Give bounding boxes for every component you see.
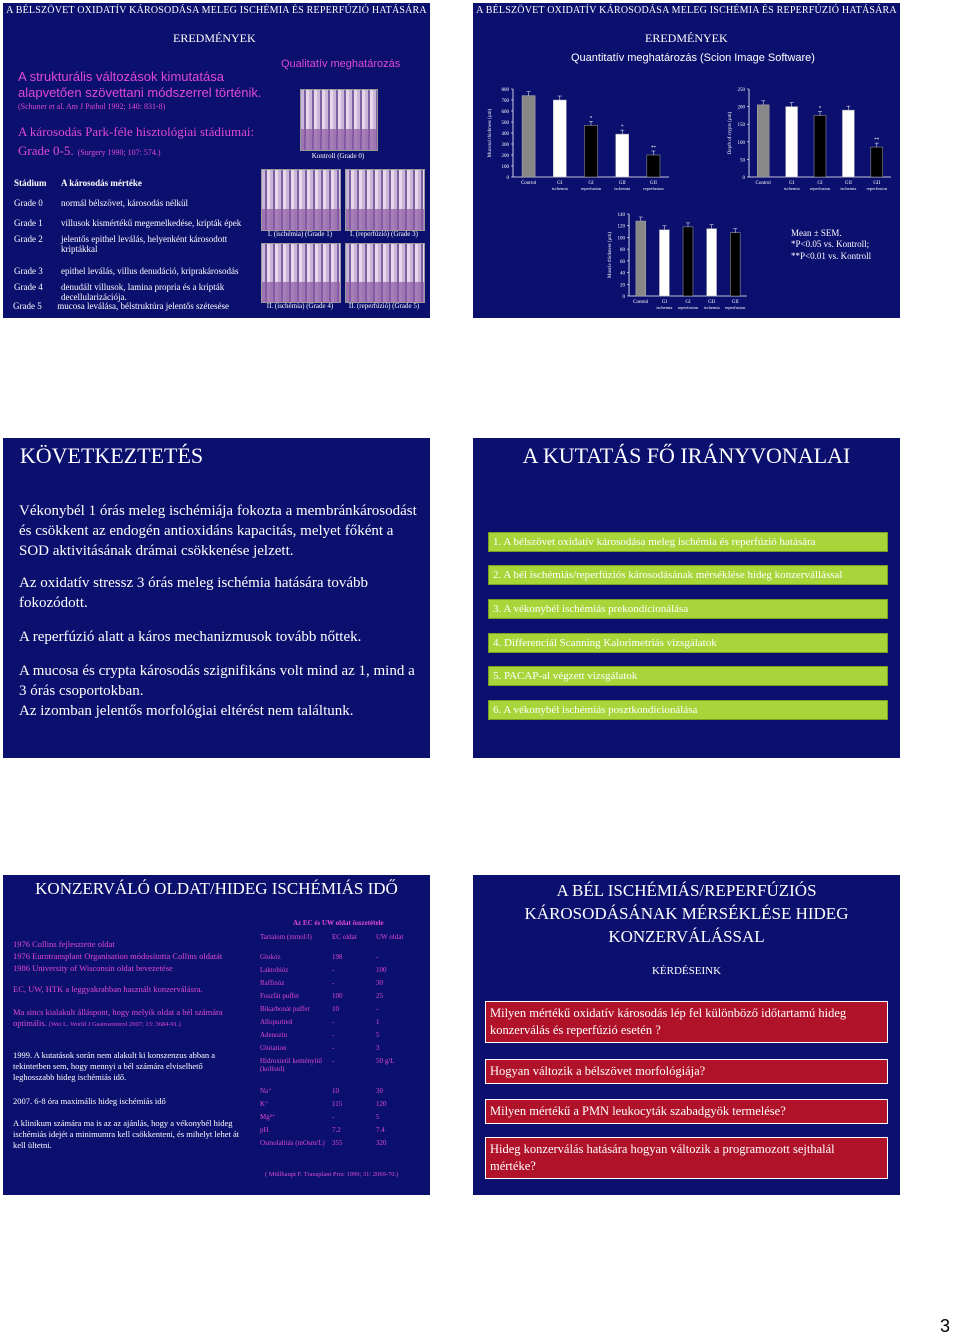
composition-reference: ( Müllhaupt F. Transplant Proc 1999; 31: 2069-70.) <box>265 1171 399 1178</box>
y-axis-label: Mucosal thickness (µm) <box>488 108 493 158</box>
x-tick-sublabel: ischemia <box>656 305 673 310</box>
y-tick-label: 200 <box>737 105 745 111</box>
slide-title: KÖVETKEZTETÉS <box>19 443 204 468</box>
grade-row <box>13 193 258 213</box>
col-uw: UW oldat <box>376 933 404 941</box>
history-1976-eurotransplant: 1976 Eurotransplant Organisation módosította Collins oldatát <box>13 951 223 961</box>
uw-value: 120 <box>376 1100 387 1108</box>
qualitative-title: Qualitatív meghatározás <box>281 58 401 70</box>
significance-marker: * <box>620 125 624 131</box>
grade-stage: Grade 2 <box>14 234 43 244</box>
bar <box>683 227 693 296</box>
x-tick-label: GII <box>844 181 852 186</box>
x-tick-label: GI <box>588 181 594 186</box>
uw-value: 320 <box>376 1139 387 1147</box>
direction-item: 5. PACAP-al végzett vizsgálatok <box>488 666 888 686</box>
component-name: Glutation <box>260 1044 287 1052</box>
x-tick-label: Control <box>520 181 537 186</box>
col-content: Tartalom (mmol/l) <box>260 933 312 941</box>
conclusion-paragraph: Vékonybél 1 órás meleg ischémiája fokozta a membránkárosodást és csökkent az endogén antioxidáns kapacitás, melyet főként a SOD aktivitásának drámai csökkenése jelzett. <box>19 503 417 559</box>
y-axis-label: Depth of crypts (µm) <box>728 111 733 155</box>
chart-muscle-thickness <box>605 206 753 318</box>
slide-subheader: EREDMÉNYEK <box>173 31 256 45</box>
grade-desc: normál bélszövet, károsodás nélkül <box>61 198 188 208</box>
composition-row <box>260 979 420 992</box>
uw-value: 30 <box>376 979 383 987</box>
slide-subtitle: KÉRDÉSEINK <box>651 965 722 977</box>
grade-5-row <box>13 301 229 311</box>
component-name: Hidroxietil keményítő (kolloid) <box>260 1057 323 1073</box>
component-name: Laktobióz <box>260 966 289 974</box>
bar <box>707 229 717 296</box>
no-consensus-text: Ma sincs kialakult álláspont, hogy melyik oldat a bél számára optimális. <box>13 1007 223 1029</box>
histology-image-gi-reperfusion <box>345 169 425 231</box>
chart-mucosal-thickness <box>485 81 675 199</box>
x-tick-label: GI <box>685 300 691 305</box>
x-tick-label: GI <box>661 300 668 305</box>
composition-row <box>260 1044 420 1057</box>
slide-research-directions <box>473 438 900 758</box>
intro-line-1: A strukturális változások kimutatása <box>18 69 224 84</box>
x-tick-label: GII <box>708 300 716 305</box>
y-tick-label: 150 <box>737 123 745 129</box>
composition-row <box>260 1018 420 1031</box>
no-consensus-solution <box>13 1007 258 1029</box>
histology-image-control <box>300 89 378 151</box>
ec-value: - <box>332 1018 335 1026</box>
conclusion-paragraph: A reperfúzió alatt a káros mechanizmusok tovább nőttek. <box>19 629 362 645</box>
legend-mean-sem: Mean ± SEM. <box>791 228 842 238</box>
grade-desc: villusok kismértékű megemelkedése, kripták épek <box>61 218 242 228</box>
composition-row <box>260 953 420 966</box>
bar <box>522 96 535 177</box>
x-tick-label: GI <box>557 181 563 186</box>
component-name: Na⁺ <box>260 1087 272 1095</box>
component-name: Glukóz <box>260 953 281 961</box>
ec-value: - <box>332 1031 335 1039</box>
conclusion-paragraph: Az oxidatív stressz 3 órás meleg ischémia hatására tovább fokozódott. <box>19 575 369 611</box>
quantitative-title: Quantitatív meghatározás (Scion Image Software) <box>571 52 815 64</box>
history-1999: 1999. A kutatások során nem alakult ki konszenzus abban a tekintetben sem, hogy mennyi a bél számára elviselhető leghosszabb hideg ischémiás idő. <box>13 1050 216 1083</box>
x-tick-label: GII <box>873 181 881 186</box>
x-tick-sublabel: reperfusion <box>580 186 602 191</box>
uw-value: 30 <box>376 1087 383 1095</box>
histology-image-gi-ischemia <box>261 169 341 231</box>
x-tick-sublabel: reperfusion <box>866 186 888 191</box>
chart-crypt-depth <box>725 81 897 199</box>
uw-value: - <box>376 1005 379 1013</box>
component-name: Adenozin <box>260 1031 288 1039</box>
direction-item: 2. A bél ischémiás/reperfúziós károsodásának mérséklése hideg konzervállással <box>488 565 888 585</box>
direction-item: 3. A vékonybél ischémiás prekondícionálása <box>488 599 888 619</box>
ec-value: 10 <box>332 1005 339 1013</box>
y-tick-label: 600 <box>501 110 509 115</box>
uw-value: 25 <box>376 992 383 1000</box>
caption-gi-ischemia: I. (ischémia) (Grade 1) <box>267 230 333 238</box>
composition-row <box>260 1113 420 1126</box>
component-name: K⁺ <box>260 1100 269 1108</box>
history-1986-wisconsin: 1986 University of Wisconsin oldat bevezetése <box>13 963 173 973</box>
park-reference: (Surgery 1990; 107: 574.) <box>77 148 161 157</box>
x-tick-label: GI <box>817 181 823 186</box>
bar <box>636 221 646 296</box>
ec-value: 10 <box>332 1087 339 1095</box>
ec-value: 198 <box>332 953 343 961</box>
bar <box>814 115 826 177</box>
x-tick-label: GI <box>788 181 795 186</box>
direction-item: 6. A vékonybél ischémiás posztkondícionálása <box>488 700 888 720</box>
y-tick-label: 140 <box>617 213 625 218</box>
composition-table-title: Az EC és UW oldat összetétele <box>293 919 384 927</box>
grade-stage: Grade 1 <box>14 218 43 228</box>
y-tick-label: 250 <box>737 88 745 93</box>
y-axis-label: Muscle thickness (µm) <box>608 232 613 278</box>
composition-header <box>260 933 420 953</box>
component-name: Bikarbonát puffer <box>260 1005 310 1013</box>
caption-gii-ischemia: II. (ischémia) (Grade 4) <box>266 302 334 310</box>
grade-col-desc: A károsodás mértéke <box>61 178 142 188</box>
y-tick-label: 700 <box>501 99 509 104</box>
intro-line-2: alapvetően szövettani módszerrel történik. <box>18 85 262 100</box>
slide-conclusion <box>3 438 430 758</box>
bar <box>842 110 854 177</box>
y-tick-label: 80 <box>620 248 625 254</box>
clinical-recommendation: A klinikum számára ma is az az ajánlás, hogy a vékonybél hideg ischémiás idejét a minimumra kell csökkenteni, és mihelyt lehet át kell ültetni. <box>13 1118 240 1151</box>
composition-row <box>260 1139 420 1159</box>
slide-preservation-solution <box>3 875 430 1195</box>
uw-value: 100 <box>376 966 387 974</box>
y-tick-label: 100 <box>617 236 625 242</box>
y-tick-label: 20 <box>620 283 625 289</box>
x-tick-label: Control <box>755 181 771 186</box>
y-tick-label: 500 <box>501 121 509 126</box>
conclusion-paragraph: Az izomban jelentős morfológiai eltérést nem találtunk. <box>19 703 354 719</box>
direction-item: 1. A bélszövet oxidatív károsodása meleg ischémia és reperfúzió hatására <box>488 532 888 552</box>
composition-row <box>260 1126 420 1139</box>
component-name: Allopurinol <box>260 1018 293 1026</box>
history-2007: 2007. 6-8 óra maximális hideg ischémiás idő <box>13 1096 166 1106</box>
bar <box>871 147 883 177</box>
legend-p001: **P<0.01 vs. Kontroll <box>791 250 872 261</box>
grade-row <box>13 261 258 281</box>
x-tick-label: GII <box>618 181 626 186</box>
park-line-2 <box>18 142 161 160</box>
slide-subheader: EREDMÉNYEK <box>645 31 728 45</box>
uw-value: 3 <box>376 1044 380 1052</box>
ec-value: 355 <box>332 1139 343 1147</box>
composition-row <box>260 966 420 979</box>
history-1976-collins: 1976 Collins fejlesztette oldat <box>13 939 115 949</box>
question-item: Milyen mértékű a PMN leukocyták szabadgyök termelése? <box>485 1099 888 1124</box>
caption-control: Kontroll (Grade 0) <box>311 152 365 160</box>
y-tick-label: 100 <box>737 140 745 146</box>
grade-table <box>13 173 258 311</box>
grade-stage: Grade 4 <box>14 282 43 292</box>
no-consensus-ref: (Wei L. World J Gastroenterol 2007; 13: 3684-91.) <box>48 1021 181 1029</box>
bar <box>757 105 769 177</box>
uw-value: 5 <box>376 1113 380 1121</box>
bar <box>553 100 566 177</box>
grade-row <box>13 213 258 233</box>
composition-row <box>260 1005 420 1018</box>
significance-marker: ** <box>874 138 880 144</box>
y-tick-label: 200 <box>501 154 509 159</box>
x-tick-label: GII <box>649 181 657 186</box>
composition-row <box>260 1031 420 1044</box>
bar <box>584 125 597 177</box>
uw-value: - <box>376 953 379 961</box>
x-tick-sublabel: ischemia <box>840 186 857 191</box>
legend-p005: *P<0.05 vs. Kontroll; <box>791 239 870 250</box>
stats-legend <box>791 228 871 262</box>
direction-item: 4. Differenciál Scanning Kalorimetriás vizsgálatok <box>488 633 888 653</box>
bar <box>786 107 798 177</box>
component-name: Foszfát puffer <box>260 992 300 1000</box>
y-tick-label: 50 <box>740 158 745 164</box>
component-name: Osmolalitás (mOsm/L) <box>260 1139 325 1147</box>
ec-value: - <box>332 1057 335 1065</box>
grade-table-header <box>13 173 258 193</box>
slide-results-qualitative <box>3 3 430 318</box>
grade-stage: Grade 3 <box>14 266 43 276</box>
slide-title: KONZERVÁLÓ OLDAT/HIDEG ISCHÉMIÁS IDŐ <box>35 879 398 898</box>
y-tick-label: 400 <box>501 132 509 137</box>
significance-marker: * <box>589 116 593 122</box>
conclusion-paragraph: A mucosa és crypta károsodás szignifikáns volt mind az 1, mind a 3 órás csoportokban. <box>19 663 415 699</box>
x-tick-sublabel: reperfusion <box>724 305 746 310</box>
caption-gi-reperfusion: I. (reperfúzió) (Grade 3) <box>349 230 418 238</box>
question-item: Hogyan változik a bélszövet morfológiája? <box>485 1059 888 1084</box>
y-tick-label: 0 <box>742 176 745 181</box>
significance-marker: ** <box>650 146 656 151</box>
ec-value: - <box>332 1113 335 1121</box>
y-tick-label: 800 <box>501 88 509 93</box>
bar <box>616 134 629 177</box>
x-tick-label: GII <box>731 300 739 305</box>
caption-gii-reperfusion: II. (reperfúzió) (Grade 5) <box>348 302 420 310</box>
composition-row <box>260 1100 420 1113</box>
grade-stage: Grade 0 <box>14 198 43 208</box>
histology-image-gii-reperfusion <box>345 243 425 303</box>
slide-header: A BÉLSZÖVET OXIDATÍV KÁROSODÁSA MELEG ISCHÉMIA ÉS REPERFÚZIÓ HATÁSÁRA <box>476 5 897 16</box>
component-name: Mg²⁺ <box>260 1113 276 1121</box>
x-tick-sublabel: ischemia <box>551 186 568 191</box>
y-tick-label: 300 <box>501 143 509 148</box>
slide-title: A KUTATÁS FŐ IRÁNYVONALAI <box>522 443 851 468</box>
x-tick-sublabel: ischemia <box>614 186 631 191</box>
bar <box>659 230 669 296</box>
significance-marker: * <box>818 106 822 112</box>
x-tick-sublabel: reperfusion <box>809 186 831 191</box>
y-tick-label: 120 <box>617 224 625 230</box>
ec-value: - <box>332 979 335 987</box>
composition-row <box>260 1087 420 1100</box>
composition-row <box>260 1057 420 1087</box>
park-grade-range: Grade 0-5. <box>18 143 74 158</box>
component-name: Raffinóz <box>260 979 285 987</box>
common-solutions: EC, UW, HTK a leggyakrabban használt konzerválásra. <box>13 984 203 994</box>
composition-table <box>260 933 420 1159</box>
grade-desc: epithel leválás, villus denudáció, kriprakárosodás <box>61 266 239 276</box>
bar <box>647 155 660 177</box>
intro-reference: (Schuner et al. Am J Pathol 1992; 140: 831-8) <box>18 102 166 111</box>
x-tick-sublabel: reperfusion <box>677 305 699 310</box>
uw-value: 5 <box>376 1031 380 1039</box>
grade-desc: jelentős epithel leválás, helyenként károsodott kriptákkal <box>61 234 228 254</box>
slide-results-quantitative <box>473 3 900 318</box>
ec-value: 115 <box>332 1100 343 1108</box>
y-tick-label: 0 <box>506 176 509 181</box>
ec-value: 100 <box>332 992 343 1000</box>
question-item: Milyen mértékű oxidatív károsodás lép fel különböző időtartamú hideg konzerválás és reperfúzió esetén ? <box>485 1001 888 1043</box>
grade-stage: Grade 5 <box>13 301 42 311</box>
x-tick-sublabel: reperfusion <box>643 186 664 191</box>
grade-col-stage: Stádium <box>14 178 47 188</box>
histology-image-gii-ischemia <box>261 243 341 303</box>
y-tick-label: 0 <box>622 295 625 300</box>
y-tick-label: 100 <box>501 165 509 170</box>
conclusion-body <box>19 501 419 721</box>
component-name: pH <box>260 1126 269 1134</box>
uw-value: 50 g/L <box>376 1057 395 1065</box>
question-item: Hideg konzerválás hatására hogyan változik a programozott sejthalál mértéke? <box>485 1137 888 1179</box>
ec-value: 7.2 <box>332 1126 341 1134</box>
slide-cold-preservation <box>473 875 900 1195</box>
x-tick-label: Control <box>633 300 649 305</box>
slide-title: A BÉL ISCHÉMIÁS/REPERFÚZIÓS KÁROSODÁSÁNAK MÉRSÉKLÉSE HIDEG KONZERVÁLÁSSAL <box>524 881 849 946</box>
park-line-1: A károsodás Park-féle hisztológiai stádiumai: <box>18 124 255 139</box>
page-number: 3 <box>940 1316 951 1336</box>
grade-desc: denudált villusok, lamina propria és a kripták decellularizációja. <box>61 282 225 302</box>
ec-value: - <box>332 966 335 974</box>
uw-value: 1 <box>376 1018 380 1026</box>
slide-header: A BÉLSZÖVET OXIDATÍV KÁROSODÁSA MELEG ISCHÉMIA ÉS REPERFÚZIÓ HATÁSÁRA <box>6 5 427 16</box>
y-tick-label: 40 <box>620 271 625 277</box>
composition-row <box>260 992 420 1005</box>
bar <box>730 233 740 296</box>
col-ec: EC oldat <box>332 933 357 941</box>
grade-desc: mucosa leválása, bélstruktúra jelentős szétesése <box>57 301 229 311</box>
x-tick-sublabel: ischemia <box>783 186 800 191</box>
grade-row <box>13 233 258 261</box>
x-tick-sublabel: ischemia <box>703 305 720 310</box>
ec-value: - <box>332 1044 335 1052</box>
uw-value: 7.4 <box>376 1126 385 1134</box>
y-tick-label: 60 <box>620 259 625 265</box>
